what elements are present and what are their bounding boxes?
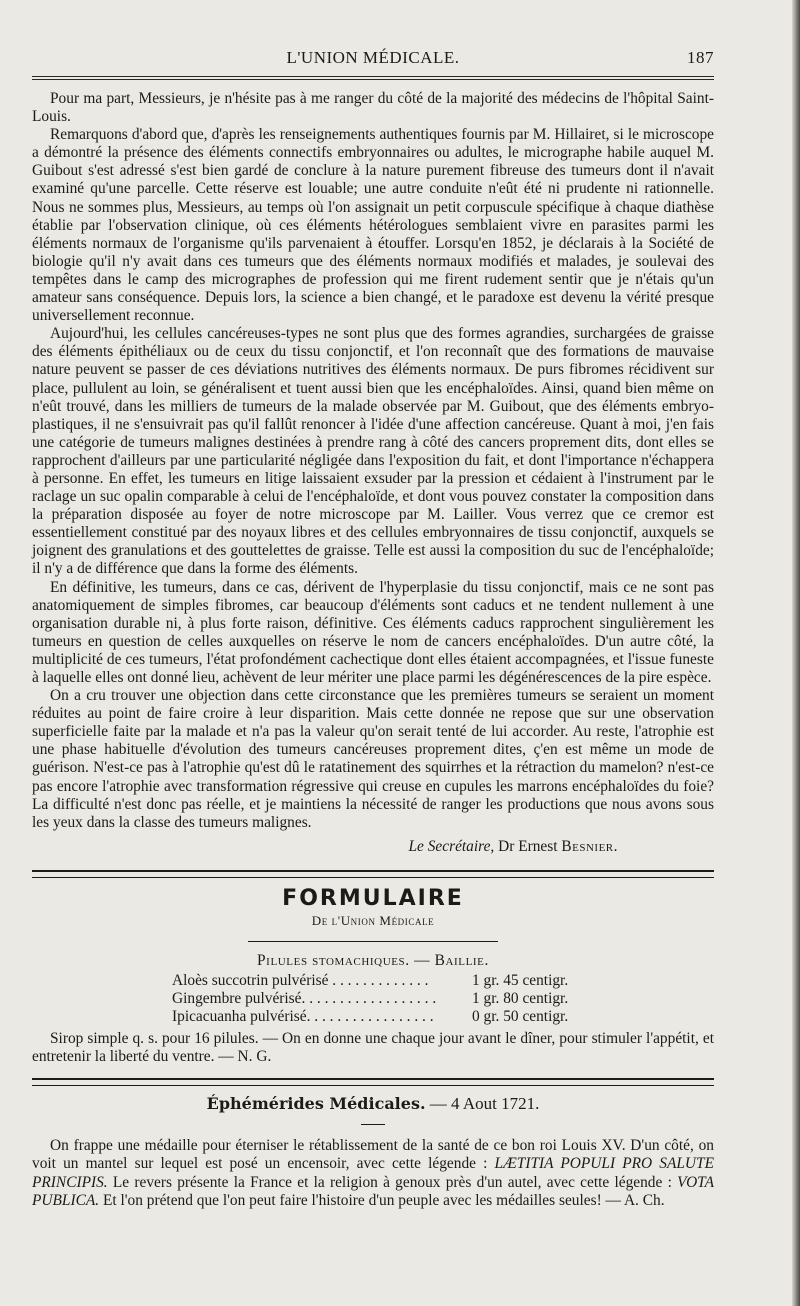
- medal-legend-1: LÆTITIA POPULI PRO SALUTE PRINCIPIS.: [32, 1155, 714, 1191]
- ephemerides-paragraph: [32, 1137, 714, 1209]
- signature-name: Besnier.: [561, 837, 618, 855]
- article-body: [32, 90, 714, 832]
- header-rule: [32, 76, 714, 80]
- ingredient-row: [172, 990, 632, 1008]
- ephemerides-rule: [361, 1124, 385, 1125]
- formulaire-rule: [248, 941, 498, 942]
- signature: [32, 838, 714, 856]
- page-header: [32, 44, 714, 72]
- ingredient-name: Aloès succotrin pulvérisé . . . . . . . . . . . . .: [172, 971, 429, 989]
- recipe-title: Pilules stomachiques. — Baillie.: [257, 951, 489, 969]
- ephemerides-title: [32, 1094, 714, 1114]
- paragraph: Remarquons d'abord que, d'après les renseignements authentiques fournis par M. Hillairet, si le microscope a démontré la présence des éléments connectifs embryonnaires ou adultes, le micrographe habile auquel M. Guibout s'est adressé s'est bien gardé de conclure à la nature purement fibreuse des tumeurs dont il n'avait examiné qu'une parcelle. Cette réserve est louable; une autre conduite n'eût été ni prudente ni rationnelle. Nous ne sommes plus, Messieurs, au temps où l'on assignait un petit corpuscule spécifique à chaque diathèse établie par l'observation clinique, où ces éléments hétérologues semblaient vivre en parasites parmi les éléments normaux de l'organisme qu'ils parvenaient à étouffer. Lorsqu'en 1852, je déclarais à la Société de biologie qu'il n'y avait dans ces tumeurs que des éléments normaux modifiés et malades, je soulevai des tempêtes dans le camp des micrographes de profession qui me firent rudement sentir que je n'étais qu'un amateur sans conséquence. Depuis lors, la science a bien changé, et le paradoxe est devenu la vérité presque universellement reconnue.: [32, 126, 714, 325]
- medal-legend-2: VOTA PUBLICA.: [32, 1173, 714, 1209]
- formulaire-subtitle: De l'Union Médicale: [311, 912, 435, 928]
- ingredient-name: Ipicacuanha pulvérisé. . . . . . . . . . . . . . . . .: [172, 1008, 434, 1026]
- ingredient-qty: 1 gr. 45 centigr.: [472, 971, 569, 989]
- section-rule: [32, 1078, 714, 1086]
- running-title: L'UNION MÉDICALE.: [286, 48, 460, 67]
- paragraph: Pour ma part, Messieurs, je n'hésite pas à me ranger du côté de la majorité des médecins de l'hôpital Saint-Louis.: [32, 90, 714, 126]
- section-rule: [32, 870, 714, 878]
- formulaire-title: FORMULAIRE: [282, 885, 464, 911]
- ephemerides-heading: Éphémérides Médicales.: [206, 1094, 426, 1114]
- paragraph: On a cru trouver une objection dans cette circonstance que les premières tumeurs se seraient un moment réduites au point de faire croire à leur disparition. Mais cette donnée ne repose que sur une observation superficielle faite par la malade et n'a pas la valeur qu'on serait tenté de lui accorder. Au reste, l'atrophie est une phase habituelle d'évolution des tumeurs cancéreuses proprement dites, ç'en est même un mode de guérison. N'est-ce pas à l'atrophie qu'est dû le ratatinement des squirrhes et la rétraction du mamelon? n'est-ce pas encore l'atrophie avec transformation régressive qui creuse en cupules les marrons encéphaloïdes du foie? La difficulté n'est donc pas réelle, et je maintiens la nécessité de ranger les productions que nous avons sous les yeux dans la classe des tumeurs malignes.: [32, 687, 714, 831]
- recipe-note: [32, 1030, 714, 1066]
- ingredient-row: [172, 1008, 632, 1026]
- ephemerides-text-1: On frappe une médaille pour éterniser le rétablissement de la santé de ce bon roi Louis XV. D'un côté, on voit un mantel sur lequel est posé un encensoir, avec cette légende :: [32, 1137, 714, 1173]
- recipe-note-text: Sirop simple q. s. pour 16 pilules. — On en donne une chaque jour avant le dîner, pour stimuler l'appétit, et entretenir la liberté du ventre. — N. G.: [32, 1030, 714, 1066]
- ephemerides-text-2: Le revers présente la France et la religion à genoux près d'un autel, avec cette légende :: [107, 1173, 678, 1191]
- signature-role: Le Secrétaire,: [408, 837, 495, 855]
- paragraph: En définitive, les tumeurs, dans ce cas, dérivent de l'hyperplasie du tissu conjonctif, mais ce ne sont pas anatomiquement de simples fibromes, car beaucoup d'éléments sont caducs et ne tendent nullement à une organisation durable ni, à plus forte raison, définitive. Ces éléments caducs rapprochent singulièrement les tumeurs en question de celles auxquelles on réserve le nom de cancers encéphaloïdes. D'un autre côté, la multiplicité de ces tumeurs, l'état profondément cachectique dont elles étaient accompagnées, et l'issue funeste à laquelle elles ont donné lieu, achèvent de leur mériter une place parmi les dégénérescences de la pire espèce.: [32, 578, 714, 686]
- signature-prefix: Dr Ernest: [498, 837, 558, 855]
- page-number: 187: [687, 48, 714, 67]
- ephemerides-text-3: Et l'on prétend que l'on peut faire l'histoire d'un peuple avec les médailles seules! — A. Ch.: [99, 1191, 665, 1209]
- ephemerides-date: — 4 Aout 1721.: [429, 1094, 540, 1114]
- ephemerides-body: [32, 1137, 714, 1209]
- ingredient-qty: 1 gr. 80 centigr.: [472, 989, 569, 1007]
- ingredient-name: Gingembre pulvérisé. . . . . . . . . . . . . . . . . .: [172, 989, 437, 1007]
- ingredient-list: [172, 972, 632, 1026]
- ingredient-row: [172, 972, 632, 990]
- ingredient-qty: 0 gr. 50 centigr.: [472, 1008, 569, 1026]
- paragraph: Aujourd'hui, les cellules cancéreuses-types ne sont plus que des formes agrandies, surchargées de graisse des éléments épithéliaux ou de ceux du tissu conjonctif, et l'on reconnaît que des formations de mauvaise nature peuvent se passer de ces déviations nutritives des éléments normaux. De purs fibromes récidivent sur place, pullulent au loin, se généralisent et tuent aussi bien que les encéphaloïdes. Ainsi, quand bien même on n'eût trouvé, dans les milliers de tumeurs de la malade observée par M. Guibout, que des éléments embryo-plastiques, il ne s'ensuivrait pas qu'il fallût renoncer à l'idée d'une affection cancéreuse. Quant à moi, j'en fais une catégorie de tumeurs malignes destinées à prendre rang à côté des cancers proprement dits, dont elles se rapprochent d'ailleurs par une particularité négligée dans l'exposition du fait, et dont l'importance n'échappera à personne. En effet, les tumeurs en litige laissaient exsuder par la pression et cédaient à l'instrument par le raclage un suc opalin comparable à celui de l'encéphaloïde, et dont vous pouvez constater la composition dans la préparation disposée au foyer de notre microscope par M. Lailler. Vous verrez que ce cremor est essentiellement constitué par des noyaux libres et des cellules embryonnaires de tissu conjonctif, auxquels se joignent des granulations et des gouttelettes de graisse. Telle est aussi la composition du suc de l'encéphaloïde; il n'y a de différence que dans la forme des éléments.: [32, 325, 714, 578]
